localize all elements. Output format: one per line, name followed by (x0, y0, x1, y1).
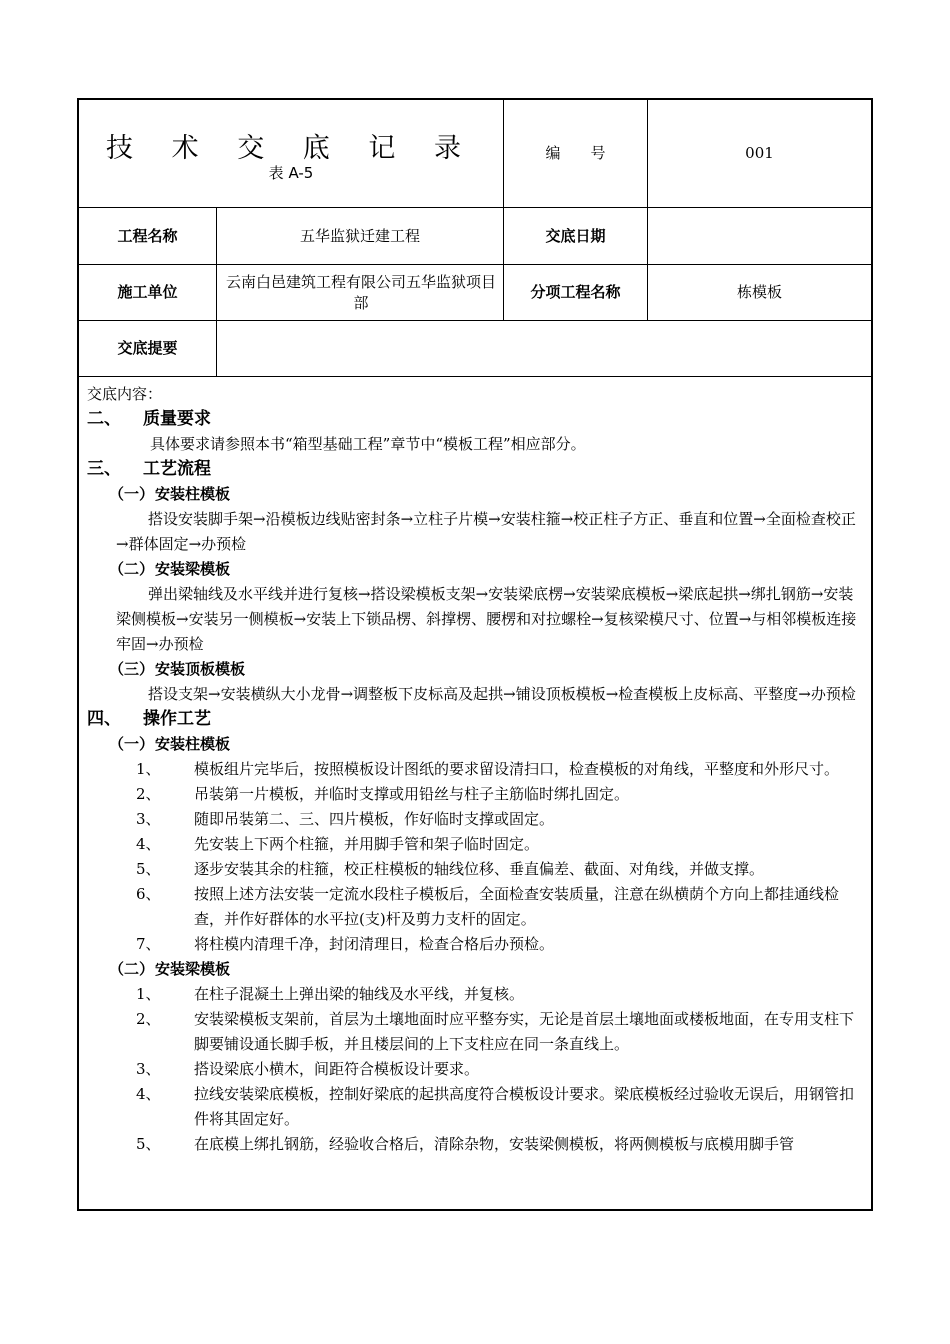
list-item-text: 随即吊装第二、三、四片模板，作好临时支撑或固定。 (194, 810, 555, 828)
date-value (648, 208, 871, 264)
list-item-number: 1、 (136, 985, 161, 1003)
subsection-heading (79, 482, 871, 507)
list-item-number: 3、 (136, 1060, 161, 1078)
list-item-text: 在柱子混凝土上弹出梁的轴线及水平线，并复核。 (194, 985, 525, 1003)
project-name-label: 工程名称 (117, 226, 178, 245)
list-item-number: 1、 (136, 760, 161, 778)
section-title: 质量要求 (143, 409, 211, 429)
date-label: 交底日期 (545, 226, 606, 245)
title-cell (79, 100, 503, 207)
subsection-title: 安装柱模板 (155, 735, 231, 753)
list-item (79, 1007, 871, 1057)
list-item-number: 2、 (136, 1010, 161, 1028)
list-item-text: 将柱模内清理千净，封闭清理日，检查合格后办预检。 (194, 935, 555, 953)
section-number: 三、 (87, 459, 121, 479)
list-item (79, 1057, 871, 1082)
list-item-number: 4、 (136, 835, 161, 853)
list-item-text: 搭设梁底小横木，间距符合模板设计要求。 (194, 1060, 480, 1078)
section-title: 工艺流程 (143, 459, 211, 479)
section-number: 四、 (87, 709, 121, 729)
contractor-value: 云南白邑建筑工程有限公司五华监狱项目部 (225, 272, 496, 312)
list-item-number: 3、 (136, 810, 161, 828)
list-item-number: 7、 (136, 935, 161, 953)
list-item (79, 1082, 871, 1132)
list-item-text: 按照上述方法安装一定流水段柱子模板后，全面检查安装质量，注意在纵横荫个方向上都挂通线检查，并作好群体的水平拉(支)杆及剪力支杆的固定。 (194, 885, 840, 928)
list-item (79, 807, 871, 832)
subsection-number: （一） (109, 735, 155, 753)
subitem-value: 栋模板 (736, 283, 782, 301)
list-item (79, 982, 871, 1007)
number-value: 001 (745, 144, 774, 162)
contractor-label: 施工单位 (117, 283, 178, 301)
subsection-number: （三） (109, 660, 155, 678)
paragraph: 搭设安装脚手架→沿模板边线贴密封条→立柱子片模→安装柱箍→校正柱子方正、垂直和位置→全面检查校正→群体固定→办预检 (116, 510, 856, 553)
list-item (79, 1132, 871, 1157)
list-item-number: 5、 (136, 860, 161, 878)
disclosure-content (79, 377, 871, 1157)
list-item (79, 857, 871, 882)
subsection-title: 安装顶板模板 (155, 660, 246, 678)
subsection-title: 安装梁模板 (155, 560, 231, 578)
form-title: 技 术 交 底 记 录 (106, 132, 476, 164)
subsection-title: 安装柱模板 (155, 485, 231, 503)
list-item (79, 782, 871, 807)
list-item-text: 拉线安装梁底模板，控制好梁底的起拱高度符合模板设计要求。梁底模板经过验收无误后，用钢管扣件将其固定好。 (194, 1085, 855, 1128)
list-item (79, 757, 871, 782)
content-intro: 交底内容： (87, 385, 163, 403)
paragraph: 具体要求请参照本书“箱型基础工程”章节中“模板工程”相应部分。 (150, 435, 586, 453)
subsection-number: （一） (109, 485, 155, 503)
subsection-heading (79, 732, 871, 757)
subsection-number: （二） (109, 960, 155, 978)
paragraph: 搭设支架→安装横纵大小龙骨→调整板下皮标高及起拱→铺设顶板模板→检查模板上皮标高、平整度→办预检 (148, 685, 856, 703)
subsection-number: （二） (109, 560, 155, 578)
list-item-text: 先安装上下两个柱箍，并用脚手管和架子临时固定。 (194, 835, 540, 853)
section-title: 操作工艺 (143, 709, 211, 729)
list-item (79, 832, 871, 857)
section-heading (79, 457, 871, 482)
subsection-title: 安装梁模板 (155, 960, 231, 978)
summary-label: 交底提要 (117, 339, 178, 357)
form-code: 表 A-5 (268, 163, 314, 182)
subsection-heading (79, 557, 871, 582)
number-label: 编 号 (545, 144, 606, 162)
project-name-value: 五华监狱迁建工程 (299, 226, 420, 245)
list-item-number: 5、 (136, 1135, 161, 1153)
subsection-heading (79, 957, 871, 982)
subitem-label: 分项工程名称 (530, 283, 621, 301)
list-item-text: 安装梁模板支架前，首层为土壤地面时应平整夯实，无论是首层土壤地面或楼板地面，在专用支柱下脚要铺设通长脚手板，并且楼层间的上下支柱应在同一条直线上。 (194, 1010, 855, 1053)
list-item-number: 6、 (136, 885, 161, 903)
section-number: 二、 (87, 409, 121, 429)
list-item-text: 吊装第一片模板，并临时支撑或用铅丝与柱子主筋临时绑扎固定。 (194, 785, 630, 803)
list-item (79, 882, 871, 932)
section-heading (79, 707, 871, 732)
summary-value (217, 321, 871, 376)
technical-disclosure-form (77, 98, 873, 1211)
list-item (79, 932, 871, 957)
subsection-heading (79, 657, 871, 682)
list-item-text: 在底模上绑扎钢筋，经验收合格后，清除杂物，安装梁侧模板，将两侧模板与底模用脚手管 (194, 1135, 795, 1153)
list-item-text: 逐步安装其余的柱箍，校正柱模板的轴线位移、垂直偏差、截面、对角线，并做支撑。 (194, 860, 765, 878)
paragraph: 弹出梁轴线及水平线并进行复核→搭设梁模板支架→安装梁底楞→安装梁底模板→梁底起拱→绑扎钢筋→安装梁侧模板→安装另一侧模板→安装上下锁品楞、斜撑楞、腰楞和对拉螺栓→复核梁模尺寸、位置→与相邻模板连接牢固→办预检 (116, 585, 857, 653)
list-item-number: 4、 (136, 1085, 161, 1103)
list-item-text: 模板组片完毕后，按照模板设计图纸的要求留设清扫口，检查模板的对角线，平整度和外形尺寸。 (194, 760, 840, 778)
list-item-number: 2、 (136, 785, 161, 803)
section-heading (79, 407, 871, 432)
